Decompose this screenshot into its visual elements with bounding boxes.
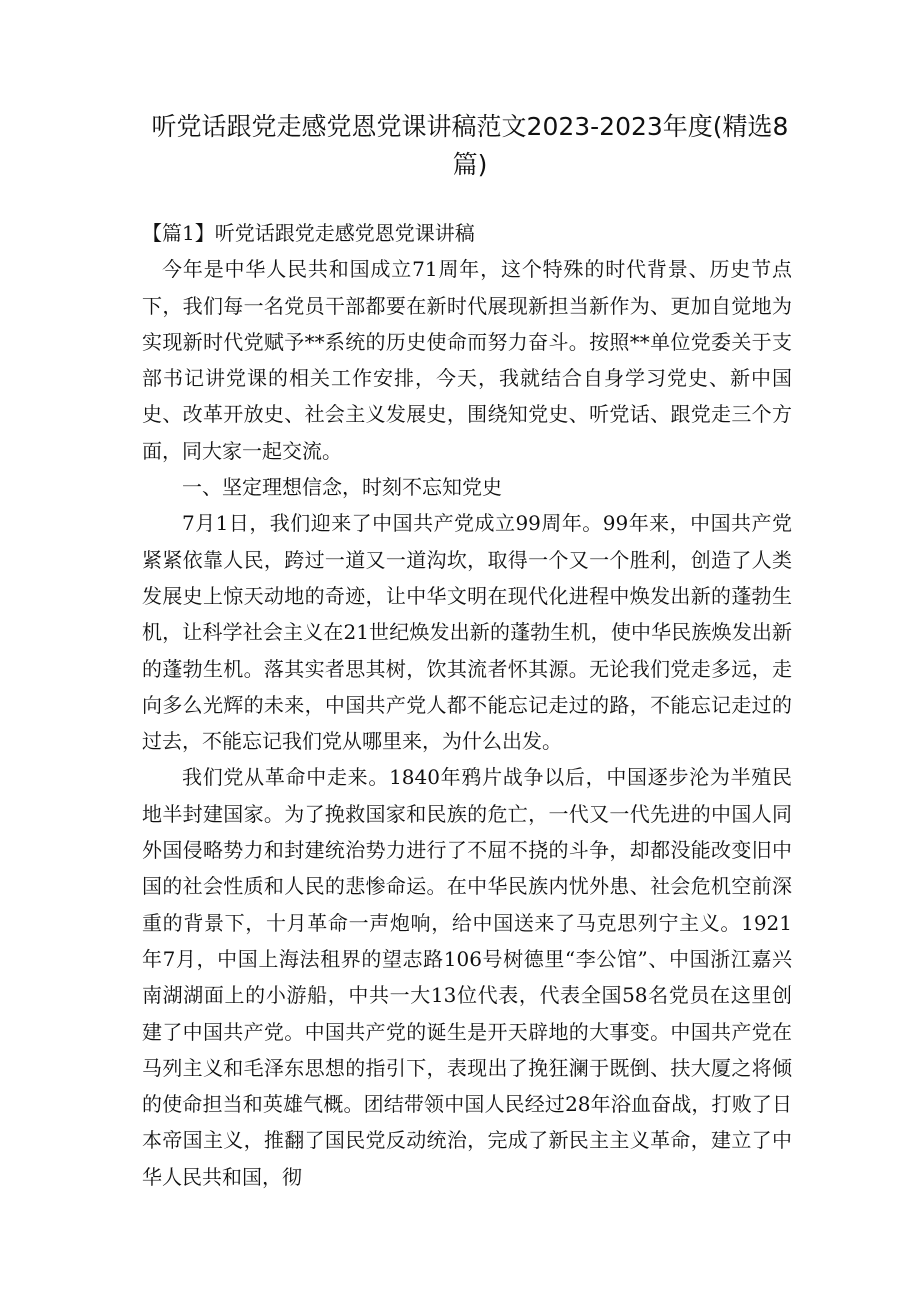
document-title: 听党话跟党走感党恩党课讲稿范文2023-2023年度(精选8篇)	[151, 112, 789, 179]
body-paragraph: 我们党从革命中走来。1840年鸦片战争以后，中国逐步沦为半殖民地半封建国家。为了挽救国家和民族的危亡，一代又一代先进的中国人同外国侵略势力和封建统治势力进行了不屈不挠的斗争，却都没能改变旧中国的社会性质和人民的悲惨命运。在中华民族内忧外患、社会危机空前深重的背景下，十月革命一声炮响，给中国送来了马克思列宁主义。1921年7月，中国上海法租界的望志路106号树德里“李公馆”、中国浙江嘉兴南湖湖面上的小游船，中共一大13位代表，代表全国58名党员在这里创建了中国共产党。中国共产党的诞生是开天辟地的大事变。中国共产党在马列主义和毛泽东思想的指引下，表现出了挽狂澜于既倒、扶大厦之将倾的使命担当和英雄气概。团结带领中国人民经过28年浴血奋战，打败了日本帝国主义，推翻了国民党反动统治，完成了新民主主义革命，建立了中华人民共和国，彻	[142, 765, 792, 1189]
subsection-heading: 一、坚定理想信念，时刻不忘知党史	[182, 475, 502, 500]
body-paragraph: 7月1日，我们迎来了中国共产党成立99周年。99年来，中国共产党紧紧依靠人民，跨过一道又一道沟坎，取得一个又一个胜利，创造了人类发展史上惊天动地的奇迹，让中华文明在现代化进程中焕发出新的蓬勃生机，让科学社会主义在21世纪焕发出新的蓬勃生机，使中华民族焕发出新的蓬勃生机。落其实者思其树，饮其流者怀其源。无论我们党走多远，走向多么光辉的未来，中国共产党人都不能忘记走过的路，不能忘记走过的过去，不能忘记我们党从哪里来，为什么出发。	[142, 511, 792, 754]
document-body	[142, 215, 792, 1195]
section-heading: 【篇1】听党话跟党走感党恩党课讲稿	[142, 221, 475, 245]
intro-paragraph: 今年是中华人民共和国成立71周年，这个特殊的时代背景、历史节点下，我们每一名党员干部都要在新时代展现新担当新作为、更加自觉地为实现新时代党赋予**系统的历史使命而努力奋斗。按照**单位党委关于支部书记讲党课的相关工作安排，今天，我就结合自身学习党史、新中国史、改革开放史、社会主义发展史，围绕知党史、听党话、跟党走三个方面，同大家一起交流。	[142, 257, 792, 463]
